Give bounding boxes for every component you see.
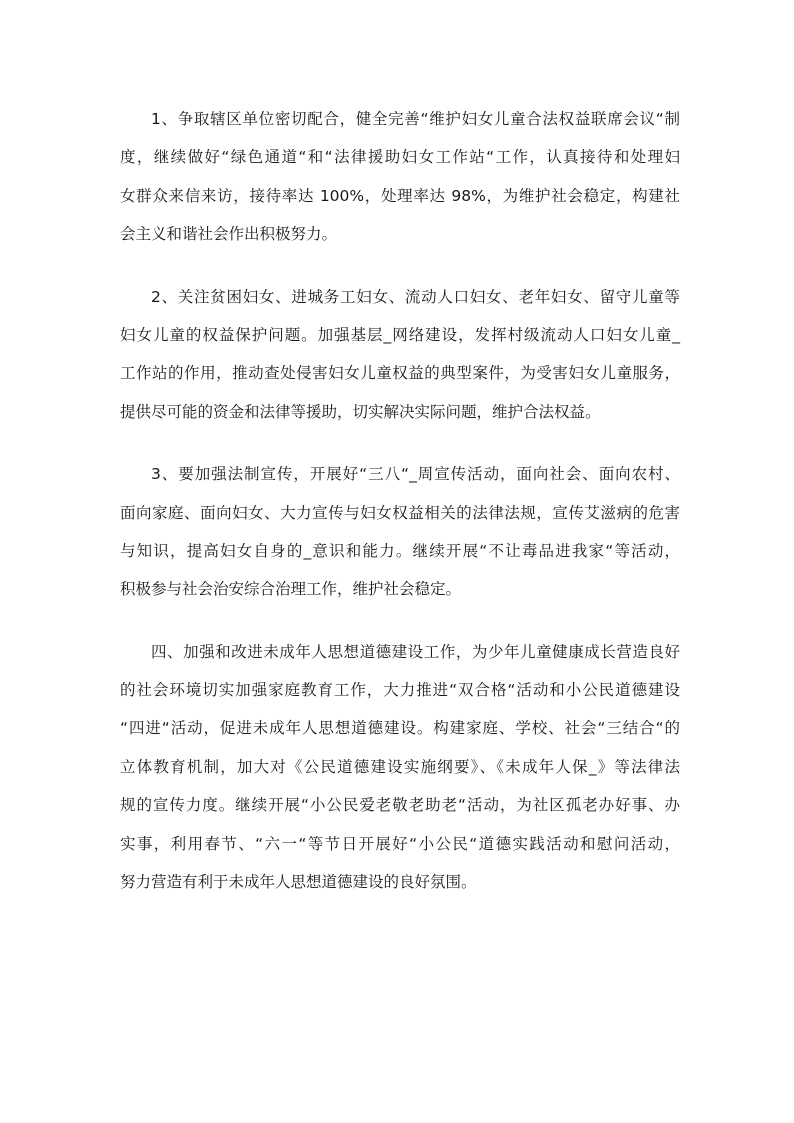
paragraph-2 xyxy=(120,278,680,432)
paragraph-line: 1、争取辖区单位密切配合，健全完善“维护妇女儿童合法权益联席会议“制 xyxy=(151,110,680,128)
paragraph-line: 会主义和谐社会作出积极努力。 xyxy=(120,225,338,244)
paragraph-line: 与知识，提高妇女自身的_意识和能力。继续开展“不让毒品进我家“等活动， xyxy=(120,541,680,560)
paragraph-line: “四进“活动，促进未成年人思想道德建设。构建家庭、学校、社会“三结合“的 xyxy=(120,719,680,738)
paragraph-line: 四、加强和改进未成年人思想道德建设工作，为少年儿童健康成长营造良好 xyxy=(151,642,680,661)
paragraph-line: 规的宣传力度。继续开展“小公民爱老敬老助老“活动，为社区孤老办好事、办 xyxy=(120,796,680,815)
paragraph-line: 2、关注贫困妇女、进城务工妇女、流动人口妇女、老年妇女、留守儿童等 xyxy=(151,287,680,306)
paragraph-line: 的社会环境切实加强家庭教育工作，大力推进“双合格“活动和小公民道德建设 xyxy=(120,681,680,700)
paragraph-line: 工作站的作用，推动查处侵害妇女儿童权益的典型案件，为受害妇女儿童服务， xyxy=(120,364,680,383)
paragraph-line: 积极参与社会治安综合治理工作，维护社会稳定。 xyxy=(120,580,462,599)
paragraph-1 xyxy=(120,100,680,254)
paragraph-line: 努力营造有利于未成年人思想道德建设的良好氛围。 xyxy=(120,873,477,892)
document-body xyxy=(120,100,680,925)
paragraph-line: 3、要加强法制宣传，开展好“三八“_周宣传活动，面向社会、面向农村、 xyxy=(151,465,680,484)
paragraph-line: 面向家庭、面向妇女、大力宣传与妇女权益相关的法律法规，宣传艾滋病的危害 xyxy=(120,503,680,522)
paragraph-3 xyxy=(120,455,680,609)
paragraph-line: 女群众来信来访，接待率达 100%，处理率达 98%，为维护社会稳定，构建社 xyxy=(120,186,680,205)
paragraph-line: 实事，利用春节、“六一“等节日开展好“小公民“道德实践活动和慰问活动， xyxy=(120,834,680,853)
paragraph-line: 立体教育机制，加大对《公民道德建设实施纲要》、《未成年人保_》等法律法 xyxy=(120,757,680,776)
paragraph-4 xyxy=(120,633,680,902)
paragraph-line: 妇女儿童的权益保护问题。加强基层_网络建设，发挥村级流动人口妇女儿童_ xyxy=(120,325,680,344)
paragraph-line: 度，继续做好“绿色通道“和“法律援助妇女工作站“工作，认真接待和处理妇 xyxy=(120,148,680,167)
paragraph-line: 提供尽可能的资金和法律等援助，切实解决实际问题，维护合法权益。 xyxy=(120,402,601,421)
